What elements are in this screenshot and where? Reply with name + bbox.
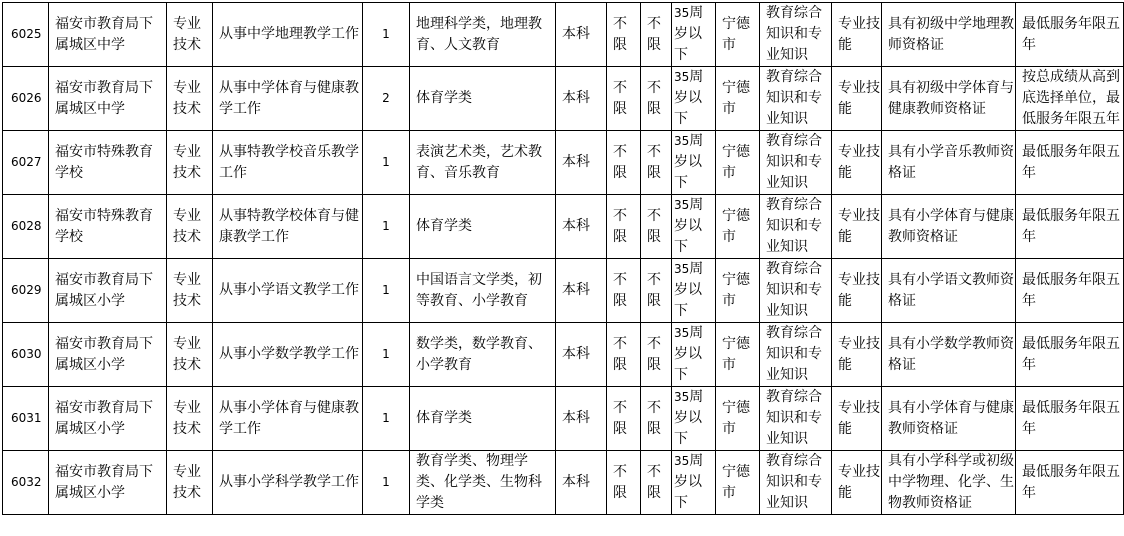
major-requirement: 教育学类、物理学类、化学类、生物科学类 — [410, 451, 556, 515]
interview-type: 专业技能 — [832, 323, 882, 387]
age-text: 周岁以下 — [674, 5, 704, 63]
requirement-a: 不限 — [607, 259, 641, 323]
education-requirement: 本科 — [556, 3, 607, 67]
qualification-requirement: 具有小学数学教师资格证 — [882, 323, 1016, 387]
requirement-b: 不限 — [641, 131, 672, 195]
qualification-requirement: 具有小学语文教师资格证 — [882, 259, 1016, 323]
requirement-b: 不限 — [641, 323, 672, 387]
age-requirement — [672, 323, 716, 387]
position-duty: 从事中学体育与健康教学工作 — [213, 67, 363, 131]
position-category: 专业技术 — [167, 323, 213, 387]
major-requirement: 数学类，数学教育、小学教育 — [410, 323, 556, 387]
requirement-a: 不限 — [607, 3, 641, 67]
major-requirement: 地理科学类，地理教育、人文教育 — [410, 3, 556, 67]
interview-type: 专业技能 — [832, 3, 882, 67]
requirement-a: 不限 — [607, 131, 641, 195]
hiring-count: 1 — [363, 195, 410, 259]
qualification-requirement: 具有小学音乐教师资格证 — [882, 131, 1016, 195]
age-requirement — [672, 131, 716, 195]
education-requirement: 本科 — [556, 451, 607, 515]
age-number: 35 — [674, 454, 690, 468]
age-requirement — [672, 387, 716, 451]
position-code: 6031 — [3, 387, 49, 451]
recruiting-unit: 福安市教育局下属城区中学 — [49, 67, 167, 131]
written-exam-subject: 教育综合知识和专业知识 — [760, 387, 832, 451]
qualification-requirement: 具有初级中学地理教师资格证 — [882, 3, 1016, 67]
region-requirement: 宁德市 — [716, 67, 760, 131]
qualification-requirement: 具有小学科学或初级中学物理、化学、生物教师资格证 — [882, 451, 1016, 515]
education-requirement: 本科 — [556, 131, 607, 195]
education-requirement: 本科 — [556, 67, 607, 131]
remarks: 最低服务年限五年 — [1016, 387, 1124, 451]
requirement-a: 不限 — [607, 195, 641, 259]
requirement-b: 不限 — [641, 67, 672, 131]
position-category: 专业技术 — [167, 451, 213, 515]
written-exam-subject: 教育综合知识和专业知识 — [760, 131, 832, 195]
age-requirement — [672, 195, 716, 259]
written-exam-subject: 教育综合知识和专业知识 — [760, 3, 832, 67]
requirement-a: 不限 — [607, 67, 641, 131]
hiring-count: 1 — [363, 451, 410, 515]
age-number: 35 — [674, 262, 690, 276]
interview-type: 专业技能 — [832, 451, 882, 515]
region-requirement: 宁德市 — [716, 3, 760, 67]
recruiting-unit: 福安市教育局下属城区小学 — [49, 323, 167, 387]
job-table — [2, 2, 1124, 515]
age-text: 周岁以下 — [674, 325, 704, 383]
remarks: 最低服务年限五年 — [1016, 259, 1124, 323]
position-category: 专业技术 — [167, 195, 213, 259]
recruiting-unit: 福安市特殊教育学校 — [49, 195, 167, 259]
position-code: 6026 — [3, 67, 49, 131]
position-duty: 从事特教学校体育与健康教学工作 — [213, 195, 363, 259]
written-exam-subject: 教育综合知识和专业知识 — [760, 195, 832, 259]
major-requirement: 表演艺术类，艺术教育、音乐教育 — [410, 131, 556, 195]
age-number: 35 — [674, 326, 690, 340]
region-requirement: 宁德市 — [716, 195, 760, 259]
age-number: 35 — [674, 198, 690, 212]
age-text: 周岁以下 — [674, 197, 704, 255]
written-exam-subject: 教育综合知识和专业知识 — [760, 67, 832, 131]
qualification-requirement: 具有小学体育与健康教师资格证 — [882, 195, 1016, 259]
remarks: 最低服务年限五年 — [1016, 195, 1124, 259]
region-requirement: 宁德市 — [716, 259, 760, 323]
interview-type: 专业技能 — [832, 131, 882, 195]
education-requirement: 本科 — [556, 259, 607, 323]
recruiting-unit: 福安市教育局下属城区小学 — [49, 451, 167, 515]
requirement-a: 不限 — [607, 451, 641, 515]
remarks: 最低服务年限五年 — [1016, 323, 1124, 387]
education-requirement: 本科 — [556, 323, 607, 387]
position-category: 专业技术 — [167, 259, 213, 323]
region-requirement: 宁德市 — [716, 131, 760, 195]
hiring-count: 2 — [363, 67, 410, 131]
major-requirement: 中国语言文学类，初等教育、小学教育 — [410, 259, 556, 323]
major-requirement: 体育学类 — [410, 67, 556, 131]
table-row — [3, 67, 1124, 131]
qualification-requirement: 具有小学体育与健康教师资格证 — [882, 387, 1016, 451]
interview-type: 专业技能 — [832, 195, 882, 259]
region-requirement: 宁德市 — [716, 387, 760, 451]
requirement-b: 不限 — [641, 451, 672, 515]
interview-type: 专业技能 — [832, 387, 882, 451]
position-code: 6032 — [3, 451, 49, 515]
requirement-b: 不限 — [641, 259, 672, 323]
remarks: 最低服务年限五年 — [1016, 3, 1124, 67]
position-duty: 从事小学体育与健康教学工作 — [213, 387, 363, 451]
position-category: 专业技术 — [167, 3, 213, 67]
table-row — [3, 259, 1124, 323]
hiring-count: 1 — [363, 3, 410, 67]
hiring-count: 1 — [363, 131, 410, 195]
position-code: 6027 — [3, 131, 49, 195]
hiring-count: 1 — [363, 259, 410, 323]
remarks: 按总成绩从高到底选择单位，最低服务年限五年 — [1016, 67, 1124, 131]
position-duty: 从事小学语文教学工作 — [213, 259, 363, 323]
region-requirement: 宁德市 — [716, 323, 760, 387]
age-text: 周岁以下 — [674, 69, 704, 127]
position-code: 6028 — [3, 195, 49, 259]
education-requirement: 本科 — [556, 387, 607, 451]
age-text: 周岁以下 — [674, 389, 704, 447]
age-text: 周岁以下 — [674, 133, 704, 191]
position-duty: 从事中学地理教学工作 — [213, 3, 363, 67]
position-code: 6030 — [3, 323, 49, 387]
major-requirement: 体育学类 — [410, 195, 556, 259]
position-category: 专业技术 — [167, 387, 213, 451]
table-row — [3, 323, 1124, 387]
interview-type: 专业技能 — [832, 67, 882, 131]
age-requirement — [672, 3, 716, 67]
table-body — [3, 3, 1124, 515]
position-duty: 从事特教学校音乐教学工作 — [213, 131, 363, 195]
age-number: 35 — [674, 390, 690, 404]
table-row — [3, 451, 1124, 515]
recruiting-unit: 福安市教育局下属城区小学 — [49, 259, 167, 323]
position-category: 专业技术 — [167, 131, 213, 195]
position-duty: 从事小学数学教学工作 — [213, 323, 363, 387]
requirement-b: 不限 — [641, 195, 672, 259]
age-number: 35 — [674, 134, 690, 148]
requirement-a: 不限 — [607, 323, 641, 387]
age-requirement — [672, 259, 716, 323]
major-requirement: 体育学类 — [410, 387, 556, 451]
position-code: 6025 — [3, 3, 49, 67]
age-requirement — [672, 451, 716, 515]
region-requirement: 宁德市 — [716, 451, 760, 515]
qualification-requirement: 具有初级中学体育与健康教师资格证 — [882, 67, 1016, 131]
recruiting-unit: 福安市教育局下属城区中学 — [49, 3, 167, 67]
requirement-a: 不限 — [607, 387, 641, 451]
age-number: 35 — [674, 6, 690, 20]
written-exam-subject: 教育综合知识和专业知识 — [760, 259, 832, 323]
table-row — [3, 387, 1124, 451]
age-text: 周岁以下 — [674, 453, 704, 511]
table-row — [3, 3, 1124, 67]
requirement-b: 不限 — [641, 3, 672, 67]
requirement-b: 不限 — [641, 387, 672, 451]
written-exam-subject: 教育综合知识和专业知识 — [760, 323, 832, 387]
recruiting-unit: 福安市特殊教育学校 — [49, 131, 167, 195]
table-row — [3, 195, 1124, 259]
position-duty: 从事小学科学教学工作 — [213, 451, 363, 515]
remarks: 最低服务年限五年 — [1016, 451, 1124, 515]
age-requirement — [672, 67, 716, 131]
interview-type: 专业技能 — [832, 259, 882, 323]
position-code: 6029 — [3, 259, 49, 323]
position-category: 专业技术 — [167, 67, 213, 131]
recruiting-unit: 福安市教育局下属城区小学 — [49, 387, 167, 451]
education-requirement: 本科 — [556, 195, 607, 259]
hiring-count: 1 — [363, 323, 410, 387]
written-exam-subject: 教育综合知识和专业知识 — [760, 451, 832, 515]
age-number: 35 — [674, 70, 690, 84]
age-text: 周岁以下 — [674, 261, 704, 319]
remarks: 最低服务年限五年 — [1016, 131, 1124, 195]
table-row — [3, 131, 1124, 195]
hiring-count: 1 — [363, 387, 410, 451]
